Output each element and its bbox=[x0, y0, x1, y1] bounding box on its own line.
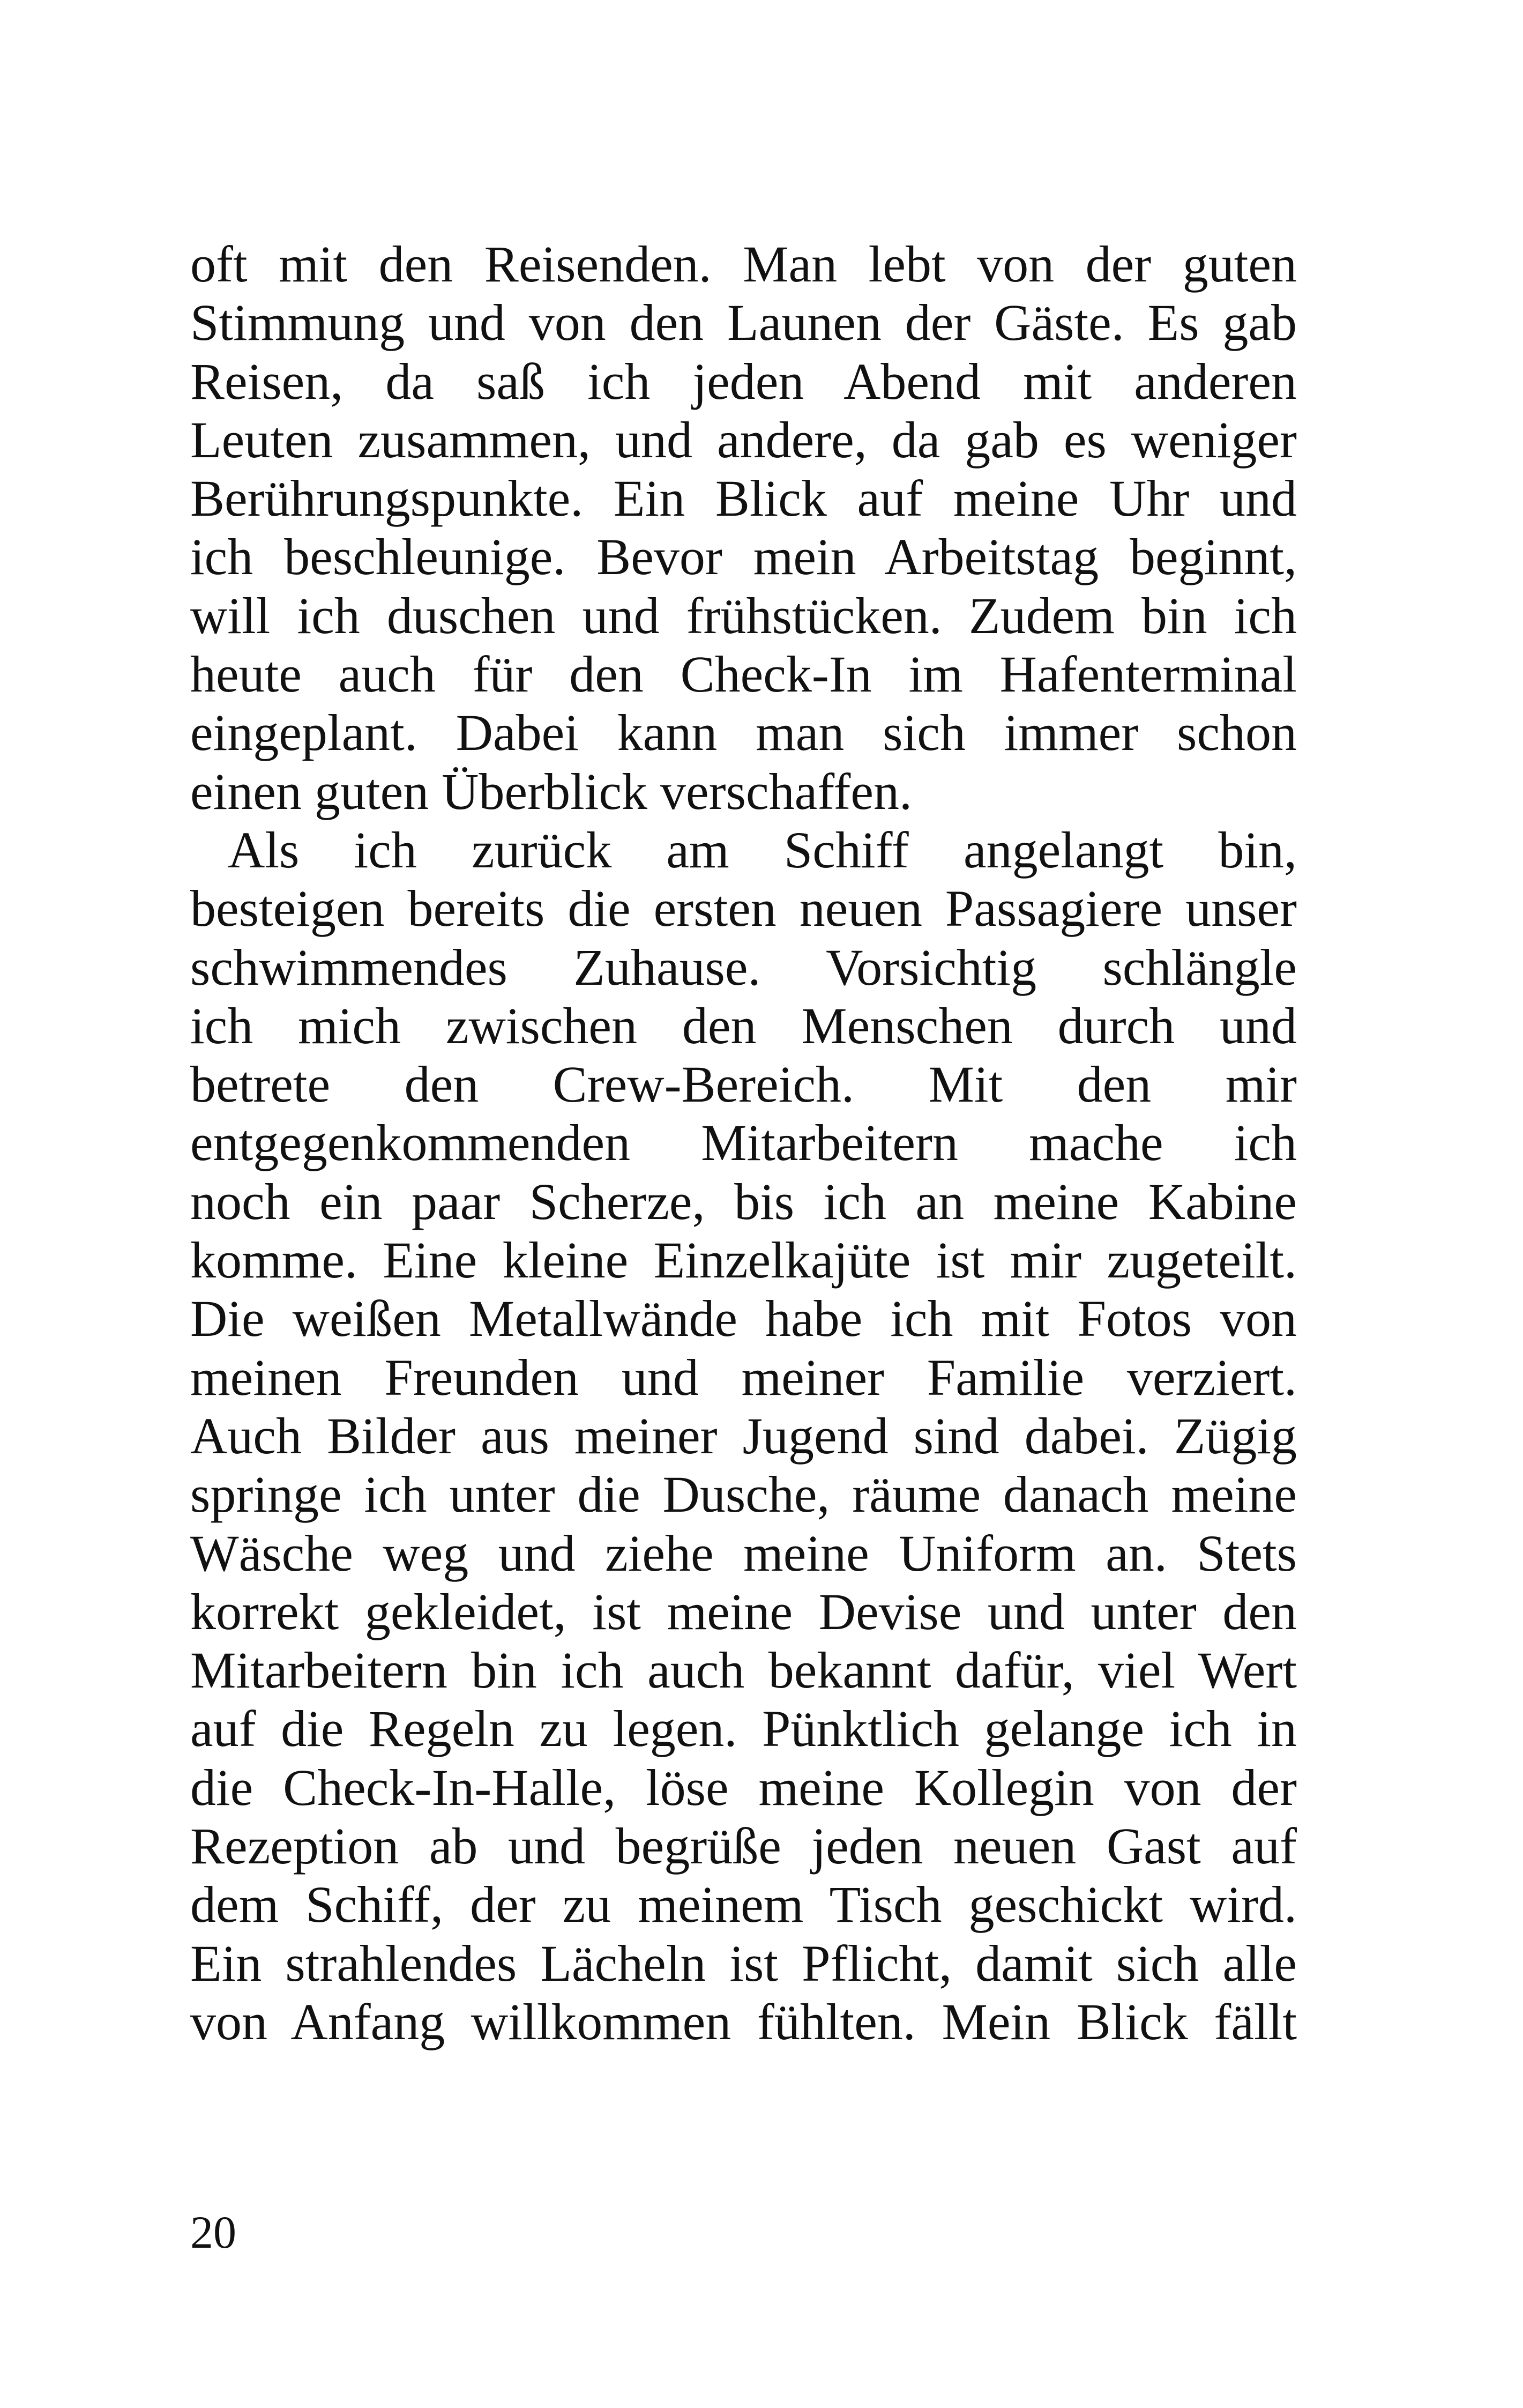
text-line: springe ich unter die Dusche, räume danach meine bbox=[190, 1466, 1297, 1523]
text-line: dem Schiff, der zu meinem Tisch geschickt wird. bbox=[190, 1876, 1297, 1934]
text-line: Die weißen Metallwände habe ich mit Fotos von bbox=[190, 1290, 1297, 1348]
paragraph-1 bbox=[190, 235, 1297, 821]
text-line: will ich duschen und frühstücken. Zudem bin ich bbox=[190, 586, 1297, 644]
text-line: eingeplant. Dabei kann man sich immer schon bbox=[190, 704, 1297, 762]
page-number: 20 bbox=[190, 2206, 236, 2258]
text-line: entgegenkommenden Mitarbeitern mache ich bbox=[190, 1114, 1297, 1172]
text-line: ich mich zwischen den Menschen durch und bbox=[190, 997, 1297, 1054]
text-line: die Check-In-Halle, löse meine Kollegin von der bbox=[190, 1758, 1297, 1816]
text-line: heute auch für den Check-In im Hafenterminal bbox=[190, 645, 1297, 703]
text-line: noch ein paar Scherze, bis ich an meine Kabine bbox=[190, 1172, 1297, 1230]
text-line: Berührungspunkte. Ein Blick auf meine Uhr und bbox=[190, 470, 1297, 527]
text-line: einen guten Überblick verschaffen. bbox=[190, 762, 912, 820]
text-line: ich beschleunige. Bevor mein Arbeitstag beginnt, bbox=[190, 528, 1297, 586]
text-line: oft mit den Reisenden. Man lebt von der guten bbox=[190, 235, 1297, 293]
text-line: Stimmung und von den Launen der Gäste. Es gab bbox=[190, 294, 1297, 352]
text-line: Leuten zusammen, und andere, da gab es weniger bbox=[190, 411, 1297, 469]
text-line: schwimmendes Zuhause. Vorsichtig schlängle bbox=[190, 938, 1297, 996]
text-line: Auch Bilder aus meiner Jugend sind dabei. Zügig bbox=[190, 1407, 1297, 1465]
text-line: von Anfang willkommen fühlten. Mein Blick fällt bbox=[190, 1993, 1297, 2050]
text-line: Wäsche weg und ziehe meine Uniform an. Stets bbox=[190, 1524, 1297, 1582]
text-line: korrekt gekleidet, ist meine Devise und unter den bbox=[190, 1582, 1297, 1640]
text-line: Mitarbeitern bin ich auch bekannt dafür, viel Wert bbox=[190, 1641, 1297, 1699]
text-line: auf die Regeln zu legen. Pünktlich gelange ich in bbox=[190, 1700, 1297, 1758]
text-line: besteigen bereits die ersten neuen Passagiere unser bbox=[190, 880, 1297, 938]
text-line: betrete den Crew-Bereich. Mit den mir bbox=[190, 1056, 1297, 1113]
text-line: meinen Freunden und meiner Familie verziert. bbox=[190, 1348, 1297, 1406]
body-text bbox=[190, 235, 1297, 2051]
text-line: komme. Eine kleine Einzelkajüte ist mir zugeteilt. bbox=[190, 1231, 1297, 1289]
paragraph-2 bbox=[190, 821, 1297, 2051]
text-line: Reisen, da saß ich jeden Abend mit anderen bbox=[190, 352, 1297, 410]
text-line: Als ich zurück am Schiff angelangt bin, bbox=[228, 821, 1297, 879]
text-line: Ein strahlendes Lächeln ist Pflicht, damit sich alle bbox=[190, 1934, 1297, 1992]
text-line: Rezeption ab und begrüße jeden neuen Gast auf bbox=[190, 1817, 1297, 1875]
